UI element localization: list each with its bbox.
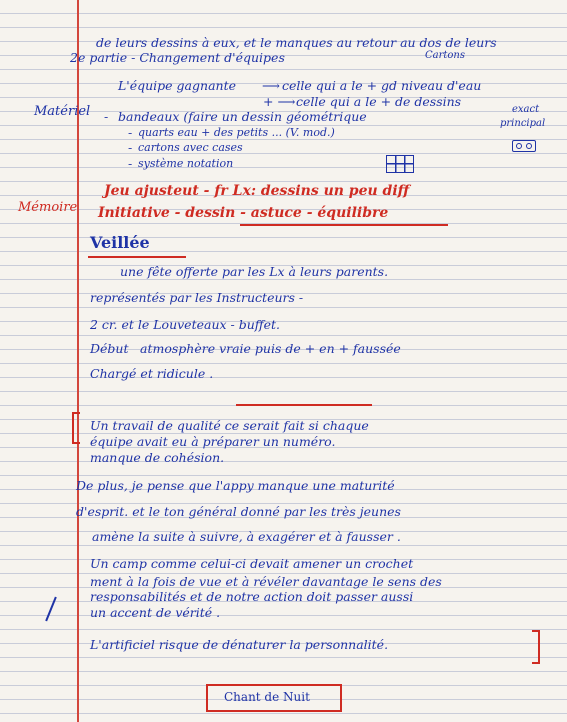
bullet-3: - bbox=[128, 140, 133, 155]
para-line-11: L'artificiel risque de dénaturer la personnalité. bbox=[90, 637, 389, 652]
heading-veillee: Veillée bbox=[90, 233, 150, 252]
line-4-exact: exact bbox=[512, 104, 540, 115]
para-line-2: équipe avait eu à préparer un numéro. bbox=[90, 434, 336, 449]
heading-chant: Chant de Nuit bbox=[224, 690, 310, 704]
line-8: Jeu ajusteut - fr Lx: dessins un peu diff bbox=[104, 183, 410, 199]
line-10: une fête offerte par les Lx à leurs parents. bbox=[120, 264, 389, 279]
line-2-note: Cartons bbox=[425, 50, 466, 61]
bracket-close bbox=[532, 630, 540, 664]
arrow-1: ⟶ bbox=[262, 78, 280, 93]
line-11: représentés par les Instructeurs - bbox=[90, 290, 304, 305]
bullet-4: - bbox=[128, 156, 133, 171]
para-line-8: ment à la fois de vue et à révéler davantage le sens des bbox=[90, 574, 442, 589]
margin-mark bbox=[45, 597, 57, 622]
cassette-icon bbox=[512, 140, 536, 152]
line-3-water: celle qui a le + gd niveau d'eau bbox=[282, 78, 482, 93]
para-line-7: Un camp comme celui-ci devait amener un crochet bbox=[90, 556, 414, 571]
para-line-5: d'esprit. et le ton général donné par les très jeunes bbox=[76, 504, 401, 519]
line-9: Initiative - dessin - astuce - équilibre bbox=[98, 205, 389, 221]
line-5: quarts eau + des petits ... (V. mod.) bbox=[138, 126, 335, 139]
margin-memoire: Mémoire bbox=[18, 200, 78, 215]
line-12: 2 cr. et le Louveteaux - buffet. bbox=[90, 317, 281, 332]
line-4-principal: principal bbox=[500, 118, 546, 129]
para-line-3: manque de cohésion. bbox=[90, 450, 225, 465]
para-line-4: De plus, je pense que l'appy manque une maturité bbox=[76, 478, 395, 493]
line-14: Chargé et ridicule . bbox=[90, 366, 214, 381]
line-13: atmosphère vraie puis de + en + faussée bbox=[140, 341, 401, 356]
underline-red-1 bbox=[240, 224, 448, 226]
para-line-10: un accent de vérité . bbox=[90, 605, 221, 620]
line-3-drawings: celle qui a le + de dessins bbox=[296, 94, 462, 109]
grid-table-icon bbox=[386, 155, 414, 173]
para-line-9: responsabilités et de notre action doit passer aussi bbox=[90, 589, 414, 604]
para-line-6: amène la suite à suivre, à exagérer et à fausser . bbox=[92, 529, 401, 544]
line-6: cartons avec cases bbox=[138, 141, 243, 154]
underline-red-veillee bbox=[88, 256, 186, 258]
line-13-debut: Début bbox=[90, 341, 129, 356]
para-line-1: Un travail de qualité ce serait fait si chaque bbox=[90, 418, 369, 433]
bullet-1: - bbox=[104, 109, 109, 124]
arrow-2: + ⟶ bbox=[263, 94, 296, 109]
bracket-open bbox=[72, 412, 80, 444]
line-2: 2e partie - Changement d'équipes bbox=[70, 50, 285, 65]
line-3-team: L'équipe gagnante bbox=[118, 78, 236, 93]
divider-red bbox=[236, 404, 372, 406]
line-7: système notation bbox=[138, 157, 234, 170]
line-4-bands: bandeaux (faire un dessin géométrique bbox=[118, 109, 367, 124]
bullet-2: - bbox=[128, 125, 133, 140]
line-1: de leurs dessins à eux, et le manques au retour au dos de leurs bbox=[96, 35, 497, 50]
margin-materiel: Matériel bbox=[34, 104, 91, 119]
